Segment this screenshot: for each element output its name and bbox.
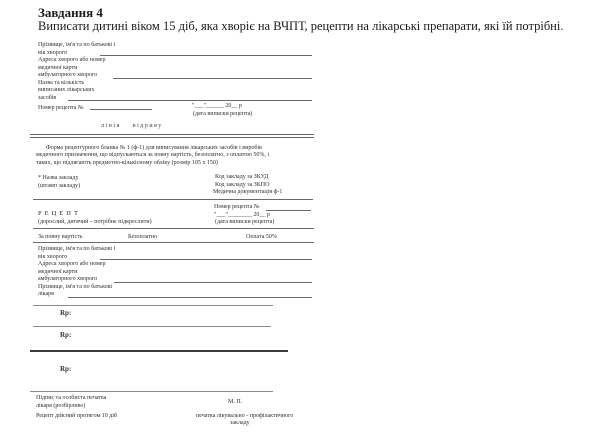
facility-stamp-line1: печатка лікувально - профілактичного (196, 412, 294, 419)
payment-option-free: Безоплатно (128, 234, 158, 240)
payment-option-full: За повну вартість (38, 234, 83, 240)
institution-name-label: * Назва закладу (38, 175, 79, 181)
recipe-number-label: Номер рецепта № (214, 204, 260, 210)
blank-info-line3: таких, що підлягають предметно-кількісному обліку (розмір 105 х 150) (36, 159, 218, 166)
validity-label: Рецепт дійсний протягом 10 діб (36, 412, 118, 419)
rp-section-bottom-rule (30, 391, 273, 392)
stub-patient-rule (100, 55, 312, 56)
recipe-date-value: "___"________ 20__ р (214, 211, 270, 218)
patient-address-line2: медичної карти (38, 268, 78, 275)
stub-drugs-label-line3: засобів (38, 94, 57, 101)
stub-drugs-label-line2: виписаних лікарських (38, 87, 95, 93)
mp-label: М. П. (228, 399, 243, 405)
payment-bottom-rule (33, 242, 314, 243)
tear-separator-rule (30, 134, 314, 138)
tear-line-label: лінія відриву (101, 123, 163, 129)
payment-option-50: Оплата 50% (246, 234, 277, 240)
patient-address-line1: Адреса хворого або номер (38, 261, 106, 267)
patient-label-line1: Прізвище, ім'я та по батькові і (38, 246, 116, 252)
rp-thick-rule (30, 350, 288, 352)
rp-rule-1 (33, 326, 271, 327)
doctor-rule (68, 297, 312, 298)
stub-address-label-line3: амбулаторного хворого (38, 72, 98, 78)
facility-stamp-line2: закладу (230, 420, 250, 426)
stub-drugs-rule (68, 100, 312, 101)
recipe-date-caption: (дата виписки рецепта) (215, 219, 275, 225)
blank-info-line1: Форма рецептурного бланка № 1 (ф-1) для виписування лікарських засобів і виробів (46, 144, 262, 151)
patient-label-line2: вік хворого (38, 253, 68, 260)
stub-date-value: "___"______ 20__ р (192, 103, 242, 109)
blank-info-line2: медичного призначення, що відпускаються за повну вартість, безоплатно, з оплатою 50%, і (36, 152, 269, 158)
rp-label-3: Rp: (60, 365, 72, 373)
rp-label-2: Rp: (60, 330, 72, 339)
patient-address-rule (114, 282, 312, 283)
rp-label-1: Rp: (60, 308, 72, 317)
recipe-subtitle: (дорослий, дитячий – потрібне підкреслити) (38, 218, 152, 225)
signature-label-line2: лікаря (розбірливо) (36, 402, 86, 409)
stub-date-caption: (дата виписки рецепта) (193, 110, 253, 117)
task-text: Виписати дитині віком 15 діб, яка хворіє на ВЧПТ, рецепти на лікарські препарати, які їй потрібні. (38, 19, 564, 33)
stub-address-label-line2: медичної карти (38, 64, 78, 71)
stub-recipe-number-label: Номер рецепта № (38, 104, 84, 111)
recipe-title: РЕЦЕПТ (38, 209, 81, 217)
doctor-label-line1: Прізвище, ім'я та по батькові (38, 283, 113, 290)
stub-patient-label-line1: Прізвище, ім'я та по батькові і (38, 42, 116, 48)
stub-address-label-line1: Адреса хворого або номер (38, 57, 106, 63)
signature-label-line1: Підпис та особиста печатка (36, 395, 107, 401)
doctor-label-line2: лікаря (38, 291, 54, 297)
institution-doc-label: Медична документація ф-1 (213, 189, 283, 195)
patient-address-line3: амбулаторного хворого (38, 276, 98, 282)
rp-section-top-rule (33, 305, 273, 306)
patient-rule (100, 259, 312, 260)
page-title: Завдання 4 (38, 5, 103, 20)
stub-patient-label-line2: вік хворого (38, 49, 68, 56)
stub-drugs-label-line1: Назва та кількість (38, 79, 85, 86)
institution-code-zkud: Код закладу за ЗКУД (215, 174, 269, 180)
institution-bottom-rule (33, 199, 313, 200)
stub-address-rule (113, 78, 312, 79)
institution-code-zkpo: Код закладу за ЗКПО (215, 181, 270, 188)
institution-stamp-caption: (штамп закладу) (38, 183, 81, 189)
recipe-number-rule (266, 210, 311, 211)
stub-recipe-number-rule (90, 109, 152, 110)
payment-top-rule (33, 228, 314, 229)
